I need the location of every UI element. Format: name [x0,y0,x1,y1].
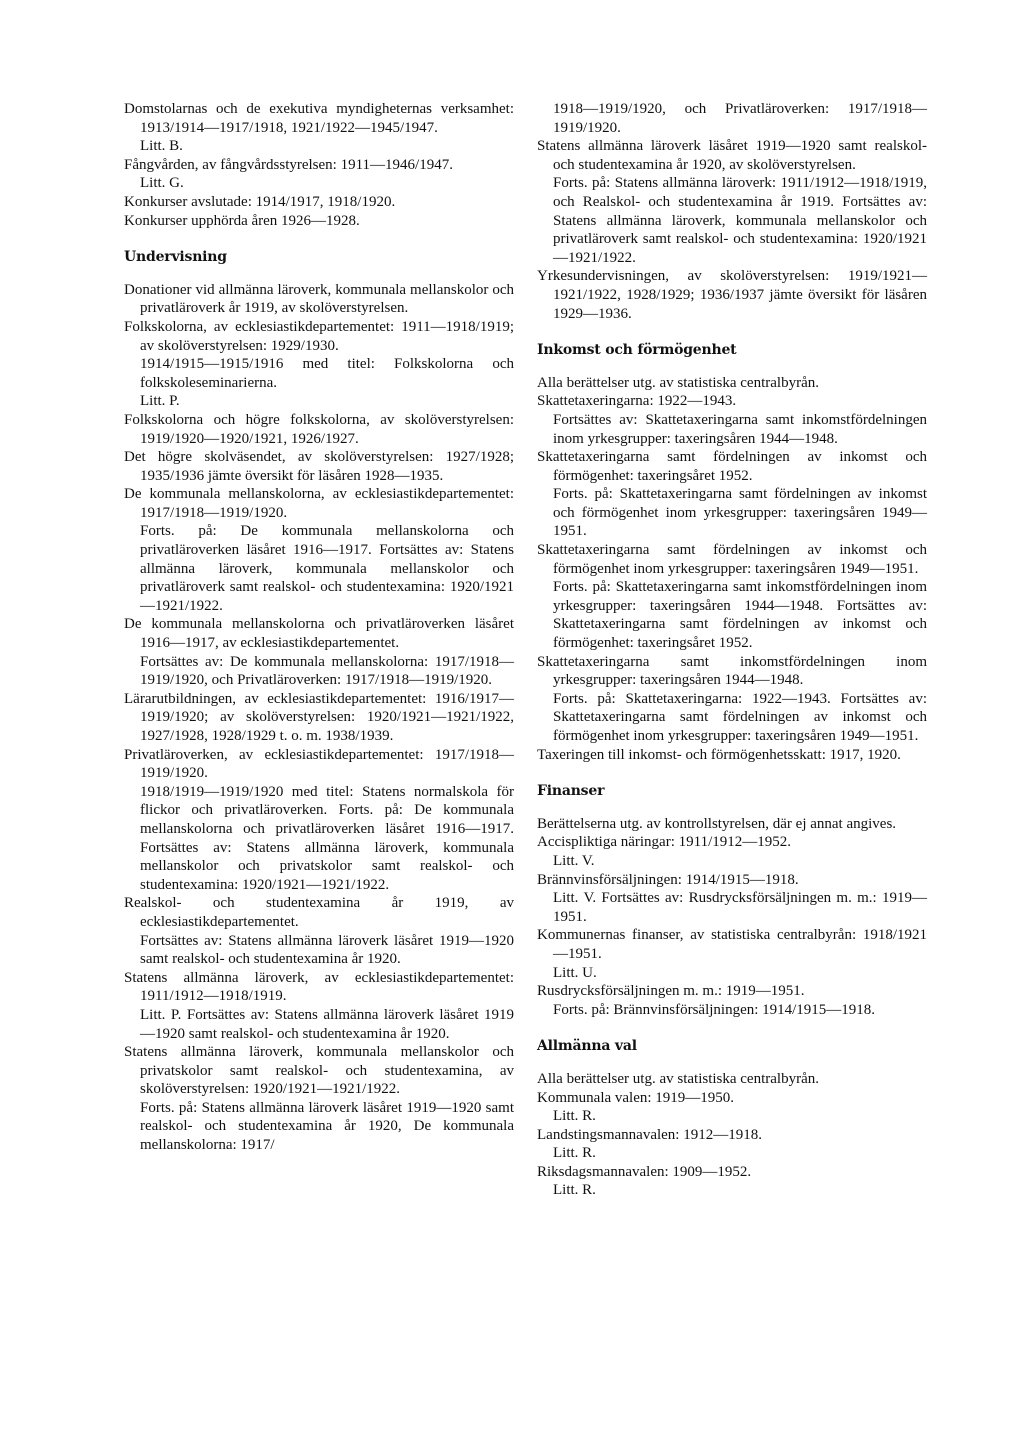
index-entry: Privatläroverken, av ecklesiastikdepartementet: 1917/1918—1919/1920. [124,746,514,782]
index-entry: Alla berättelser utg. av statistiska centralbyrån. [537,374,819,391]
index-entry: Skattetaxeringarna samt fördelningen av inkomst och förmögenhet inom yrkesgrupper: taxeringsåren 1949—1951. [537,542,927,577]
index-entry: Konkurser avslutade: 1914/1917, 1918/1920. [124,193,396,210]
entry-continuation: Fortsättes av: Statens allmänna läroverk läsåret 1919—1920 samt realskol- och studentexamina år 1920. [140,932,514,968]
entry-continuation: Forts. på: Skattetaxeringarna: 1922—1943. Fortsättes av: Skattetaxeringarna samt fördelningen av inkomst och förmögenhet inom yrkesgrupper: taxeringsåren 1949—1951. [553,690,927,744]
index-entry: Rusdrycksförsäljningen m. m.: 1919—1951. [537,983,805,1000]
index-entry: Landstingsmannavalen: 1912—1918. [537,1126,762,1143]
index-entry: Berättelserna utg. av kontrollstyrelsen, där ej annat angives. [537,815,897,832]
index-entry: Folkskolorna och högre folkskolorna, av skolöverstyrelsen: 1919/1920—1920/1921, 1926/1927. [124,411,514,447]
entry-continuation: Litt. P. [140,393,180,410]
entry-continuation: 1918—1919/1920, och Privatläroverken: 1917/1918—1919/1920. [553,101,927,136]
entry-continuation: Litt. R. [553,1182,596,1199]
entry-continuation: Litt. V. Fortsättes av: Rusdrycksförsäljningen m. m.: 1919—1951. [553,890,927,925]
entry-continuation: Forts. på: Skattetaxeringarna samt fördelningen av inkomst och förmögenhet inom yrkesgrupper: taxeringsåren 1949—1951. [553,486,927,540]
index-entry: Konkurser upphörda åren 1926—1928. [124,212,360,229]
index-entry: Accispliktiga näringar: 1911/1912—1952. [537,834,791,851]
index-entry: Skattetaxeringarna: 1922—1943. [537,393,737,410]
entry-continuation: Litt. G. [140,175,184,192]
index-entry: Skattetaxeringarna samt inkomstfördelningen inom yrkesgrupper: taxeringsåren 1944—1948. [537,653,927,689]
entry-continuation: Litt. U. [553,964,597,981]
index-entry: Riksdagsmannavalen: 1909—1952. [537,1163,752,1180]
index-entry: De kommunala mellanskolorna och privatläroverken läsåret 1916—1917, av ecklesiastikdepartementet. [124,616,514,652]
index-entry: Yrkesundervisningen, av skolöverstyrelsen: 1919/1921—1921/1922, 1928/1929; 1936/1937 jämte översikt för läsåren 1929—1936. [537,268,927,322]
entry-list [124,281,514,1155]
index-entry: Domstolarnas och de exekutiva myndigheternas verksamhet: 1913/1914—1917/1918, 1921/1922—1945/1947. [124,101,514,136]
entry-continuation: Litt. B. [140,138,183,155]
entry-continuation: Litt. V. [553,852,595,869]
index-entry: Alla berättelser utg. av statistiska centralbyrån. [537,1070,819,1087]
entry-continuation: Forts. på: Brännvinsförsäljningen: 1914/1915—1918. [553,1001,876,1018]
entry-continuation: Litt. R. [553,1145,596,1162]
index-entry: Kommunala valen: 1919—1950. [537,1089,735,1106]
index-entry: Statens allmänna läroverk läsåret 1919—1920 samt realskol- och studentexamina år 1920, av skolöverstyrelsen. [537,138,927,173]
entry-continuation: Forts. på: De kommunala mellanskolorna och privatläroverken läsåret 1916—1917. Fortsättes av: Statens allmänna läroverk, kommunala mellanskolor och privatläroverk samt realskol- och studentexamina: 1920/1921—1921/1922. [140,523,514,614]
index-entry: Donationer vid allmänna läroverk, kommunala mellanskolor och privatläroverk år 1919, av skolöverstyrelsen. [124,281,514,317]
section-heading-allmanna-val: Allmänna val [537,1038,637,1055]
index-entry: Det högre skolväsendet, av skolöverstyrelsen: 1927/1928; 1935/1936 jämte översikt för läsåren 1928—1935. [124,449,514,484]
index-entry: Statens allmänna läroverk, av ecklesiastikdepartementet: 1911/1912—1918/1919. [124,969,514,1005]
entry-continuation: Fortsättes av: Skattetaxeringarna samt inkomstfördelningen inom yrkesgrupper: taxeringsåren 1944—1948. [553,411,927,447]
index-entry: De kommunala mellanskolorna, av ecklesiastikdepartementet: 1917/1918—1919/1920. [124,486,514,521]
entry-continuation: 1918/1919—1919/1920 med titel: Statens normalskola för flickor och privatläroverken. Forts. på: De kommunala mellanskolorna och privatläroverken läsåret 1916—1917. Fortsättes av: Statens allmänna läroverk, kommunala mellanskolor och privatskolor samt realskol- och studentexamina: 1920/1921—1921/1922. [140,783,514,893]
section-heading-undervisning: Undervisning [124,249,227,266]
index-entry: Folkskolorna, av ecklesiastikdepartementet: 1911—1918/1919; av skolöverstyrelsen: 1929/1930. [124,318,514,354]
entry-continuation: Forts. på: Statens allmänna läroverk läsåret 1919—1920 samt realskol- och studentexamina år 1920, De kommunala mellanskolorna: 1917/ [140,1099,514,1154]
entry-continuation: Litt. P. Fortsättes av: Statens allmänna läroverk läsåret 1919—1920 samt realskol- och studentexamina år 1920. [140,1006,514,1042]
entry-continuation: 1914/1915—1915/1916 med titel: Folkskolorna och folkskoleseminarierna. [140,356,514,391]
index-entry: Lärarutbildningen, av ecklesiastikdepartementet: 1916/1917—1919/1920; av skolöverstyrelsen: 1920/1921—1921/1922, 1927/1928, 1928/1929 t. o. m. 1938/1939. [124,690,514,744]
section-heading-finanser: Finanser [537,783,605,800]
entry-continuation: Forts. på: Statens allmänna läroverk: 1911/1912—1918/1919, och Realskol- och studentexamina år 1919. Fortsättes av: Statens allmänna läroverk, kommunala mellanskolor och privatläroverk samt realskol- och studentexamina: 1920/1921—1921/1922. [553,175,927,266]
index-entry: Realskol- och studentexamina år 1919, av ecklesiastikdepartementet. [124,895,514,930]
index-entry: Statens allmänna läroverk, kommunala mellanskolor och privatskolor samt realskol- och studentexamina, av skolöverstyrelsen: 1920/1921—1921/1922. [124,1044,514,1098]
entry-continuation: Fortsättes av: De kommunala mellanskolorna: 1917/1918—1919/1920, och Privatläroverken: 1917/1918—1919/1920. [140,653,514,689]
right-column [537,100,927,1200]
entry-continuation: Forts. på: Skattetaxeringarna samt inkomstfördelningen inom yrkesgrupper: taxeringsåren 1944—1948. Fortsättes av: Skattetaxeringarna samt fördelningen av inkomst och förmögenhet: taxeringsåret 1952. [553,579,927,652]
section-heading-inkomst: Inkomst och förmögenhet [537,342,737,359]
entry-list [537,374,927,764]
entry-list [537,100,927,323]
entry-list [537,815,927,1020]
index-entry: Brännvinsförsäljningen: 1914/1915—1918. [537,871,799,888]
entry-continuation: Litt. R. [553,1108,596,1125]
index-entry: Kommunernas finanser, av statistiska centralbyrån: 1918/1921—1951. [537,927,927,962]
left-column [124,100,514,1155]
index-entry: Skattetaxeringarna samt fördelningen av inkomst och förmögenhet: taxeringsåret 1952. [537,449,927,484]
index-entry: Fångvården, av fångvårdsstyrelsen: 1911—1946/1947. [124,156,453,173]
index-entry: Taxeringen till inkomst- och förmögenhetsskatt: 1917, 1920. [537,746,901,763]
entry-list [537,1070,927,1200]
entry-list [124,100,514,230]
